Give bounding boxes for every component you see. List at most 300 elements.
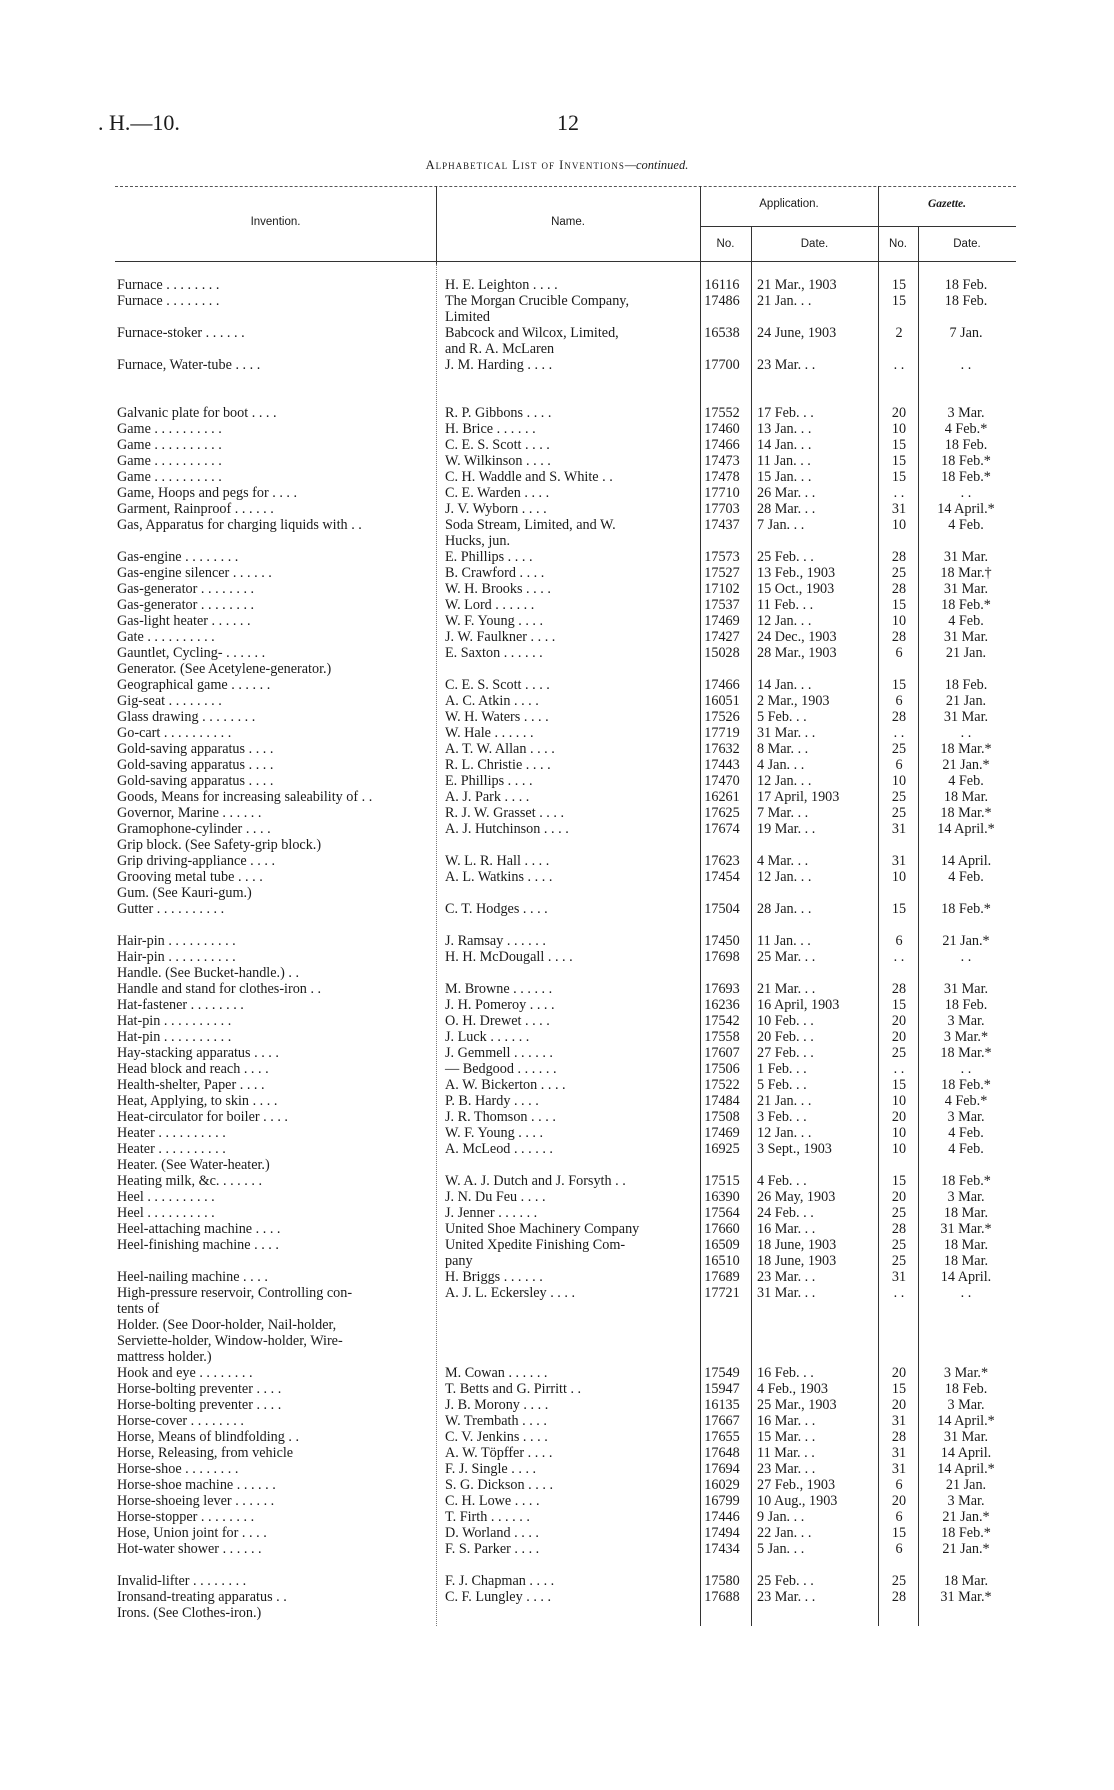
invention-cell: Hay-stacking apparatus . . . . (117, 1045, 279, 1061)
gaz-no-cell: . . (893, 1285, 905, 1301)
table-row (115, 629, 1016, 645)
name-cell: H. E. Leighton . . . . (445, 277, 558, 293)
app-date-cell: 4 Mar. . . (757, 853, 809, 869)
invention-cell: Hook and eye . . . . . . . . (117, 1365, 253, 1381)
invention-cell: tents of (117, 1301, 160, 1317)
app-no-cell: 17469 (704, 1125, 740, 1141)
row-gap (115, 917, 1016, 933)
gaz-date-cell: 31 Mar.* (940, 1221, 992, 1237)
app-no-cell: 17537 (704, 597, 740, 613)
app-no-cell: 17719 (704, 725, 740, 741)
name-cell: F. J. Chapman . . . . (445, 1573, 555, 1589)
gaz-no-cell: 28 (891, 1589, 907, 1605)
app-date-cell: 12 Jan. . . (757, 1125, 812, 1141)
app-no-cell: 16925 (704, 1141, 740, 1157)
app-no-cell: 17625 (704, 805, 740, 821)
invention-cell: Hose, Union joint for . . . . (117, 1525, 267, 1541)
app-no-cell: 17623 (704, 853, 740, 869)
app-no-cell: 17542 (704, 1013, 740, 1029)
app-date-cell: 16 Mar. . . (757, 1221, 816, 1237)
gaz-date-cell: 18 Mar. (943, 1253, 989, 1269)
app-no-cell: 17527 (704, 565, 740, 581)
gaz-no-cell: 28 (891, 1429, 907, 1445)
invention-cell: Gas-engine . . . . . . . . (117, 549, 239, 565)
name-cell: J. R. Thomson . . . . (445, 1109, 556, 1125)
app-date-cell: 4 Feb., 1903 (757, 1381, 828, 1397)
name-cell: C. H. Lowe . . . . (445, 1493, 540, 1509)
app-no-cell: 17689 (704, 1269, 740, 1285)
name-cell: A. McLeod . . . . . . (445, 1141, 553, 1157)
header-gaz-date: Date. (953, 238, 981, 250)
app-date-cell: 25 Feb. . . (757, 1573, 814, 1589)
gaz-date-cell: 4 Feb. (948, 1125, 984, 1141)
gaz-date-cell: 18 Mar.† (940, 565, 992, 581)
name-cell: C. V. Jenkins . . . . (445, 1429, 548, 1445)
invention-cell: Heat-circulator for boiler . . . . (117, 1109, 288, 1125)
table-row (115, 805, 1016, 821)
gaz-date-cell: 18 Mar.* (940, 805, 992, 821)
table-row (115, 565, 1016, 581)
gaz-date-cell: 4 Feb. (948, 773, 984, 789)
table-row (115, 533, 1016, 549)
gaz-no-cell: 15 (891, 597, 907, 613)
app-date-cell: 4 Jan. . . (757, 757, 805, 773)
app-no-cell: 17693 (704, 981, 740, 997)
invention-cell: Gold-saving apparatus . . . . (117, 773, 274, 789)
gaz-date-cell: 18 Feb. (944, 437, 988, 453)
app-date-cell: 12 Jan. . . (757, 869, 812, 885)
gaz-no-cell: 28 (891, 709, 907, 725)
gaz-no-cell: 15 (891, 901, 907, 917)
gaz-date-cell: 3 Mar. (947, 1397, 985, 1413)
app-date-cell: 15 Mar. . . (757, 1429, 816, 1445)
app-date-cell: 15 Oct., 1903 (757, 581, 835, 597)
gaz-no-cell: . . (893, 725, 905, 741)
name-cell: M. Browne . . . . . . (445, 981, 553, 997)
invention-cell: Go-cart . . . . . . . . . . (117, 725, 232, 741)
name-cell: B. Crawford . . . . (445, 565, 545, 581)
app-no-cell: 17494 (704, 1525, 740, 1541)
table-row (115, 1077, 1016, 1093)
name-cell: — Bedgood . . . . . . (445, 1061, 557, 1077)
gaz-no-cell: 28 (891, 549, 907, 565)
table-row (115, 1141, 1016, 1157)
app-no-cell: 17721 (704, 1285, 740, 1301)
name-cell: F. S. Parker . . . . (445, 1541, 540, 1557)
app-no-cell: 17506 (704, 1061, 740, 1077)
name-cell: J. H. Pomeroy . . . . (445, 997, 555, 1013)
name-cell: P. B. Hardy . . . . (445, 1093, 539, 1109)
table-row (115, 1381, 1016, 1397)
app-date-cell: 25 Mar., 1903 (757, 1397, 837, 1413)
name-cell: R. L. Christie . . . . (445, 757, 551, 773)
gaz-no-cell: 20 (891, 1493, 907, 1509)
table-row (115, 597, 1016, 613)
gaz-no-cell: 15 (891, 277, 907, 293)
name-cell: A. J. Hutchinson . . . . (445, 821, 569, 837)
table-row (115, 1301, 1016, 1317)
name-cell: C. E. S. Scott . . . . (445, 677, 550, 693)
gaz-no-cell: 6 (895, 757, 903, 773)
app-date-cell: 7 Jan. . . (757, 517, 805, 533)
app-date-cell: 24 June, 1903 (757, 325, 837, 341)
invention-cell: Furnace . . . . . . . . (117, 293, 220, 309)
name-cell: J. B. Morony . . . . (445, 1397, 549, 1413)
app-date-cell: 18 June, 1903 (757, 1253, 837, 1269)
gaz-date-cell: 21 Jan.* (942, 933, 990, 949)
gaz-date-cell: 18 Feb.* (941, 901, 991, 917)
table-row (115, 485, 1016, 501)
invention-cell: Heater. (See Water-heater.) (117, 1157, 270, 1173)
table-row (115, 741, 1016, 757)
app-date-cell: 16 April, 1903 (757, 997, 840, 1013)
invention-cell: Heel-attaching machine . . . . (117, 1221, 281, 1237)
app-no-cell: 16051 (704, 693, 740, 709)
name-cell: C. H. Waddle and S. White . . (445, 469, 613, 485)
gaz-date-cell: 14 April. (940, 1445, 992, 1461)
table-row (115, 1509, 1016, 1525)
running-title-text: Alphabetical List of Inventions (425, 158, 625, 172)
app-no-cell: 17443 (704, 757, 740, 773)
table-row (115, 1461, 1016, 1477)
app-date-cell: 11 Mar. . . (757, 1445, 815, 1461)
gaz-date-cell: 31 Mar.* (940, 1589, 992, 1605)
gaz-date-cell: 14 April.* (937, 1461, 995, 1477)
app-no-cell: 15028 (704, 645, 740, 661)
gaz-date-cell: 3 Mar. (947, 1013, 985, 1029)
app-date-cell: 13 Jan. . . (757, 421, 812, 437)
app-no-cell: 17484 (704, 1093, 740, 1109)
invention-cell: Governor, Marine . . . . . . (117, 805, 262, 821)
gaz-no-cell: 20 (891, 405, 907, 421)
gaz-no-cell: 25 (891, 741, 907, 757)
app-date-cell: 18 June, 1903 (757, 1237, 837, 1253)
invention-cell: Heel . . . . . . . . . . (117, 1189, 215, 1205)
app-date-cell: 15 Jan. . . (757, 469, 812, 485)
app-no-cell: 17580 (704, 1573, 740, 1589)
name-cell: A. J. Park . . . . (445, 789, 530, 805)
table-row (115, 773, 1016, 789)
app-no-cell: 17674 (704, 821, 740, 837)
running-title (0, 158, 1114, 173)
app-date-cell: 25 Feb. . . (757, 549, 814, 565)
gaz-date-cell: 21 Jan.* (942, 1509, 990, 1525)
app-date-cell: 26 Mar. . . (757, 485, 816, 501)
invention-cell: Heel-finishing machine . . . . (117, 1237, 279, 1253)
name-cell: W. F. Young . . . . (445, 1125, 544, 1141)
invention-cell: Generator. (See Acetylene-generator.) (117, 661, 332, 677)
table-row (115, 821, 1016, 837)
gaz-no-cell: . . (893, 949, 905, 965)
gaz-no-cell: 10 (891, 613, 907, 629)
table-row (115, 901, 1016, 917)
gaz-no-cell: 28 (891, 581, 907, 597)
table-row (115, 645, 1016, 661)
table-row (115, 341, 1016, 357)
gaz-no-cell: 25 (891, 1237, 907, 1253)
table-row (115, 357, 1016, 373)
invention-cell: Grip driving-appliance . . . . (117, 853, 275, 869)
invention-cell: Health-shelter, Paper . . . . (117, 1077, 265, 1093)
name-cell: and R. A. McLaren (445, 341, 555, 357)
app-no-cell: 17508 (704, 1109, 740, 1125)
table-row (115, 517, 1016, 533)
app-no-cell: 17454 (704, 869, 740, 885)
app-date-cell: 21 Jan. . . (757, 293, 812, 309)
gaz-date-cell: 21 Jan. (945, 693, 987, 709)
application-subheader-rule (700, 226, 1016, 227)
name-cell: H. Briggs . . . . . . (445, 1269, 543, 1285)
gaz-date-cell: 4 Feb. (948, 613, 984, 629)
invention-cell: Gas-generator . . . . . . . . (117, 597, 255, 613)
header-app-date: Date. (800, 238, 829, 250)
table-row (115, 693, 1016, 709)
table-row (115, 1589, 1016, 1605)
app-no-cell: 17526 (704, 709, 740, 725)
invention-cell: Head block and reach . . . . (117, 1061, 269, 1077)
name-cell: W. L. R. Hall . . . . (445, 853, 550, 869)
app-date-cell: 16 Feb. . . (757, 1365, 814, 1381)
name-cell: E. Saxton . . . . . . (445, 645, 543, 661)
app-no-cell: 17515 (704, 1173, 740, 1189)
page-code: . H.—10. (98, 110, 180, 135)
invention-cell: Gas-generator . . . . . . . . (117, 581, 255, 597)
gaz-date-cell: 18 Feb.* (941, 597, 991, 613)
gaz-no-cell: 25 (891, 1253, 907, 1269)
table-row (115, 1413, 1016, 1429)
invention-cell: Horse, Releasing, from vehicle (117, 1445, 294, 1461)
table-row (115, 1349, 1016, 1365)
table-row (115, 1237, 1016, 1253)
app-no-cell: 17552 (704, 405, 740, 421)
name-cell: Limited (445, 309, 490, 325)
gaz-date-cell: 4 Feb.* (944, 421, 988, 437)
invention-cell: Horse-bolting preventer . . . . (117, 1397, 282, 1413)
table-row (115, 1541, 1016, 1557)
name-cell: W. H. Waters . . . . (445, 709, 549, 725)
app-date-cell: 21 Mar., 1903 (757, 277, 837, 293)
invention-cell: Horse-stopper . . . . . . . . (117, 1509, 255, 1525)
table-row (115, 613, 1016, 629)
app-no-cell: 16799 (704, 1493, 740, 1509)
gaz-no-cell: 10 (891, 773, 907, 789)
app-no-cell: 17700 (704, 357, 740, 373)
header-gazette: Gazette. (927, 198, 966, 210)
table-row (115, 405, 1016, 421)
name-cell: C. T. Hodges . . . . (445, 901, 548, 917)
name-cell: J. Gemmell . . . . . . (445, 1045, 553, 1061)
invention-cell: Serviette-holder, Window-holder, Wire- (117, 1333, 343, 1349)
name-cell: F. J. Single . . . . (445, 1461, 537, 1477)
name-cell: R. P. Gibbons . . . . (445, 405, 552, 421)
gaz-no-cell: 25 (891, 789, 907, 805)
header-app-no: No. (716, 238, 735, 250)
app-no-cell: 17466 (704, 437, 740, 453)
app-no-cell: 17446 (704, 1509, 740, 1525)
gaz-no-cell: 6 (895, 1541, 903, 1557)
gaz-no-cell: 25 (891, 1205, 907, 1221)
gaz-date-cell: 4 Feb. (948, 869, 984, 885)
invention-cell: mattress holder.) (117, 1349, 212, 1365)
invention-cell: Gig-seat . . . . . . . . (117, 693, 222, 709)
app-date-cell: 5 Feb. . . (757, 1077, 807, 1093)
table-row (115, 421, 1016, 437)
app-no-cell: 16116 (704, 277, 740, 293)
table-row (115, 965, 1016, 981)
gaz-no-cell: 31 (891, 821, 907, 837)
gaz-date-cell: 21 Jan.* (942, 1541, 990, 1557)
app-date-cell: 22 Jan. . . (757, 1525, 812, 1541)
app-date-cell: 23 Mar. . . (757, 1461, 816, 1477)
gaz-date-cell: 3 Mar. (947, 1493, 985, 1509)
gaz-no-cell: 31 (891, 853, 907, 869)
table-row (115, 1493, 1016, 1509)
app-date-cell: 25 Mar. . . (757, 949, 816, 965)
gaz-no-cell: 15 (891, 453, 907, 469)
table-row (115, 1221, 1016, 1237)
gaz-date-cell: 14 April.* (937, 501, 995, 517)
app-date-cell: 17 April, 1903 (757, 789, 840, 805)
gaz-no-cell: 31 (891, 1461, 907, 1477)
app-date-cell: 23 Mar. . . (757, 357, 816, 373)
invention-cell: Hot-water shower . . . . . . (117, 1541, 262, 1557)
app-no-cell: 17688 (704, 1589, 740, 1605)
table-row (115, 869, 1016, 885)
app-no-cell: 15947 (704, 1381, 740, 1397)
name-cell: E. Phillips . . . . (445, 549, 533, 565)
app-date-cell: 12 Jan. . . (757, 613, 812, 629)
name-cell: J. Luck . . . . . . (445, 1029, 530, 1045)
gaz-no-cell: 20 (891, 1189, 907, 1205)
name-cell: Soda Stream, Limited, and W. (445, 517, 616, 533)
invention-cell: Heater . . . . . . . . . . (117, 1141, 226, 1157)
gaz-no-cell: 10 (891, 1141, 907, 1157)
row-gap (115, 1557, 1016, 1573)
gaz-date-cell: 21 Jan.* (942, 757, 990, 773)
app-no-cell: 16236 (704, 997, 740, 1013)
invention-cell: Horse-shoe machine . . . . . . (117, 1477, 276, 1493)
table-row (115, 709, 1016, 725)
gaz-date-cell: 4 Feb. (948, 517, 984, 533)
app-no-cell: 17667 (704, 1413, 740, 1429)
invention-cell: Furnace, Water-tube . . . . (117, 357, 261, 373)
app-date-cell: 28 Jan. . . (757, 901, 812, 917)
gaz-no-cell: 15 (891, 437, 907, 453)
app-date-cell: 31 Mar. . . (757, 725, 816, 741)
gaz-no-cell: 10 (891, 869, 907, 885)
row-gap (115, 373, 1016, 389)
gaz-no-cell: 20 (891, 1029, 907, 1045)
app-no-cell: 17632 (704, 741, 740, 757)
name-cell: A. C. Atkin . . . . (445, 693, 539, 709)
invention-cell: Game, Hoops and pegs for . . . . (117, 485, 298, 501)
app-no-cell: 16509 (704, 1237, 740, 1253)
name-cell: E. Phillips . . . . (445, 773, 533, 789)
app-date-cell: 9 Jan. . . (757, 1509, 805, 1525)
gaz-date-cell: 18 Mar. (943, 1573, 989, 1589)
table-row (115, 549, 1016, 565)
table-row (115, 293, 1016, 309)
table-row (115, 837, 1016, 853)
table-row (115, 885, 1016, 901)
app-no-cell: 17460 (704, 421, 740, 437)
table-row (115, 1285, 1016, 1301)
invention-cell: Gauntlet, Cycling- . . . . . . (117, 645, 266, 661)
gaz-no-cell: 10 (891, 1125, 907, 1141)
page-number: 12 (557, 110, 579, 135)
gaz-date-cell: 31 Mar. (943, 981, 989, 997)
gaz-date-cell: 18 Feb. (944, 677, 988, 693)
header-application: Application. (759, 198, 819, 210)
gaz-date-cell: 18 Mar.* (940, 741, 992, 757)
gaz-date-cell: 3 Mar.* (943, 1365, 989, 1381)
name-cell: A. T. W. Allan . . . . (445, 741, 555, 757)
invention-cell: Gum. (See Kauri-gum.) (117, 885, 252, 901)
name-cell: J. M. Harding . . . . (445, 357, 553, 373)
app-date-cell: 11 Jan. . . (757, 453, 811, 469)
app-date-cell: 10 Aug., 1903 (757, 1493, 838, 1509)
table-top-rule (115, 186, 1016, 187)
gaz-no-cell: 10 (891, 421, 907, 437)
app-no-cell: 17648 (704, 1445, 740, 1461)
gaz-no-cell: 15 (891, 1381, 907, 1397)
name-cell: C. F. Lungley . . . . (445, 1589, 552, 1605)
gaz-no-cell: 31 (891, 1269, 907, 1285)
invention-cell: Gate . . . . . . . . . . (117, 629, 215, 645)
app-date-cell: 8 Mar. . . (757, 741, 809, 757)
app-date-cell: 24 Dec., 1903 (757, 629, 837, 645)
gaz-no-cell: 15 (891, 677, 907, 693)
gaz-date-cell: 7 Jan. (949, 325, 983, 341)
app-no-cell: 17710 (704, 485, 740, 501)
invention-cell: Heel-nailing machine . . . . (117, 1269, 268, 1285)
app-no-cell: 16390 (704, 1189, 740, 1205)
table-row (115, 677, 1016, 693)
name-cell: J. V. Wyborn . . . . (445, 501, 547, 517)
name-cell: J. Jenner . . . . . . (445, 1205, 538, 1221)
name-cell: W. H. Brooks . . . . (445, 581, 551, 597)
table-row (115, 757, 1016, 773)
gaz-date-cell: 18 Mar.* (940, 1045, 992, 1061)
gaz-date-cell: 18 Feb. (944, 997, 988, 1013)
app-date-cell: 21 Jan. . . (757, 1093, 812, 1109)
name-cell: C. E. S. Scott . . . . (445, 437, 550, 453)
table-row (115, 981, 1016, 997)
name-cell: C. E. Warden . . . . (445, 485, 550, 501)
table-row (115, 453, 1016, 469)
table-row (115, 581, 1016, 597)
gaz-no-cell: . . (893, 485, 905, 501)
invention-cell: Horse-cover . . . . . . . . (117, 1413, 244, 1429)
invention-cell: Handle and stand for clothes-iron . . (117, 981, 322, 997)
invention-cell: High-pressure reservoir, Controlling con- (117, 1285, 353, 1301)
gaz-date-cell: 4 Feb. (948, 1141, 984, 1157)
gaz-date-cell: 18 Feb.* (941, 453, 991, 469)
name-cell: pany (445, 1253, 473, 1269)
name-cell: D. Worland . . . . (445, 1525, 539, 1541)
app-no-cell: 17434 (704, 1541, 740, 1557)
name-cell: A. J. L. Eckersley . . . . (445, 1285, 576, 1301)
table-row (115, 1157, 1016, 1173)
app-date-cell: 14 Jan. . . (757, 677, 812, 693)
header-name: Name. (551, 216, 585, 228)
name-cell: Hucks, jun. (445, 533, 511, 549)
gaz-no-cell: 20 (891, 1013, 907, 1029)
table-row (115, 1109, 1016, 1125)
name-cell: W. A. J. Dutch and J. Forsyth . . (445, 1173, 626, 1189)
gaz-date-cell: 31 Mar. (943, 581, 989, 597)
gaz-date-cell: 3 Mar.* (943, 1029, 989, 1045)
